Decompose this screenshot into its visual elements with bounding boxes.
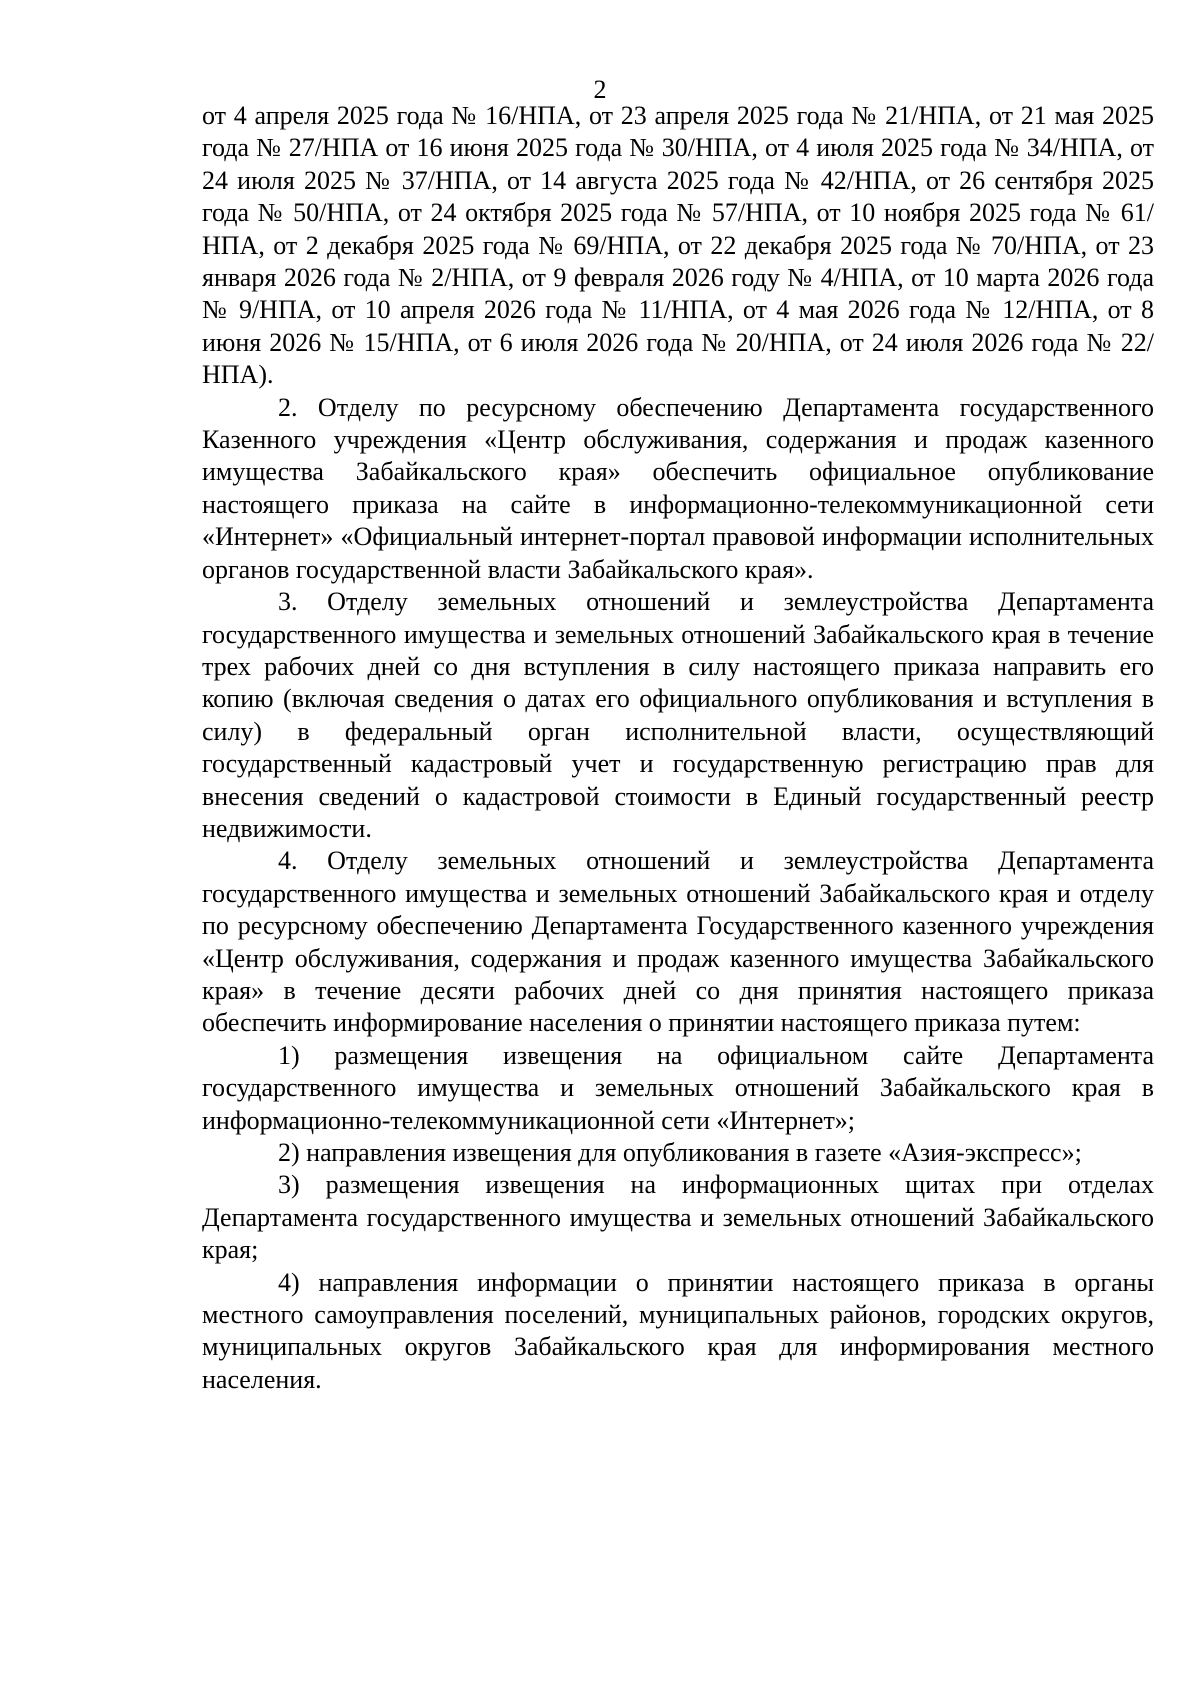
paragraph-item-2: 2. Отделу по ресурсному обеспечению Департамента государственного Казенного учреждения «Центр обслуживания, содержания и продаж казенного имущества Забайкальского края» обеспечить официальное опубликование настоящего приказа на сайте в информационно-телекоммуникационной сети «Интернет» «Официальный интернет-портал правовой информации исполнительных органов государственной власти Забайкальского края». (202, 392, 1154, 584)
subitem-2: 2) направления извещения для опубликования в газете «Азия-экспресс»; (278, 1138, 1082, 1167)
paragraph-item-3: 3. Отделу земельных отношений и землеустройства Департамента государственного имущества и земельных отношений Забайкальского края в течение трех рабочих дней со дня вступления в силу настоящего приказа направить его копию (включая сведения о датах его официального опубликования и вступления в силу) в федеральный орган исполнительной власти, осуществляющий государственный кадастровый учет и государственную регистрацию прав для внесения сведений о кадастровой стоимости в Единый государственный реестр недвижимости. (202, 587, 1154, 843)
subitem-1: 1) размещения извещения на официальном сайте Департамента государственного имущества и земельных отношений Забайкальского края в информационно-телекоммуникационной сети «Интернет»; (202, 1040, 1154, 1135)
page-number: 2 (593, 75, 607, 104)
subitem-4: 4) направления информации о принятии настоящего приказа в органы местного самоуправления поселений, муниципальных районов, городских округов, муниципальных округов Забайкальского края для информирования местного населения. (202, 1267, 1154, 1394)
paragraph-order-list-continuation: от 4 апреля 2025 года № 16/НПА, от 23 апреля 2025 года № 21/НПА, от 21 мая 2025 года № 27/НПА от 16 июня 2025 года № 30/НПА, от 4 июля 2025 года № 34/НПА, от 24 июля 2025 № 37/НПА, от 14 августа 2025 года № 42/НПА, от 26 сентября 2025 года № 50/НПА, от 24 октября 2025 года № 57/НПА, от 10 ноября 2025 года № 61/НПА, от 2 декабря 2025 года № 69/НПА, от 22 декабря 2025 года № 70/НПА, от 23 января 2026 года № 2/НПА, от 9 февраля 2026 году № 4/НПА, от 10 марта 2026 года № 9/НПА, от 10 апреля 2026 года № 11/НПА, от 4 мая 2026 года № 12/НПА, от 8 июня 2026 № 15/НПА, от 6 июля 2026 года № 20/НПА, от 24 июля 2026 года № 22/НПА). (202, 101, 1154, 390)
paragraph-item-4: 4. Отделу земельных отношений и землеустройства Департамента государственного имущества и земельных отношений Забайкальского края и отделу по ресурсному обеспечению Департамента Государственного казенного учреждения «Центр обслуживания, содержания и продаж казенного имущества Забайкальского края» в течение десяти рабочих дней со дня принятия настоящего приказа обеспечить информирование населения о принятии настоящего приказа путем: (202, 846, 1154, 1038)
document-body (202, 100, 1154, 1396)
subitem-3: 3) размещения извещения на информационных щитах при отделах Департамента государственного имущества и земельных отношений Забайкальского края; (202, 1170, 1154, 1265)
